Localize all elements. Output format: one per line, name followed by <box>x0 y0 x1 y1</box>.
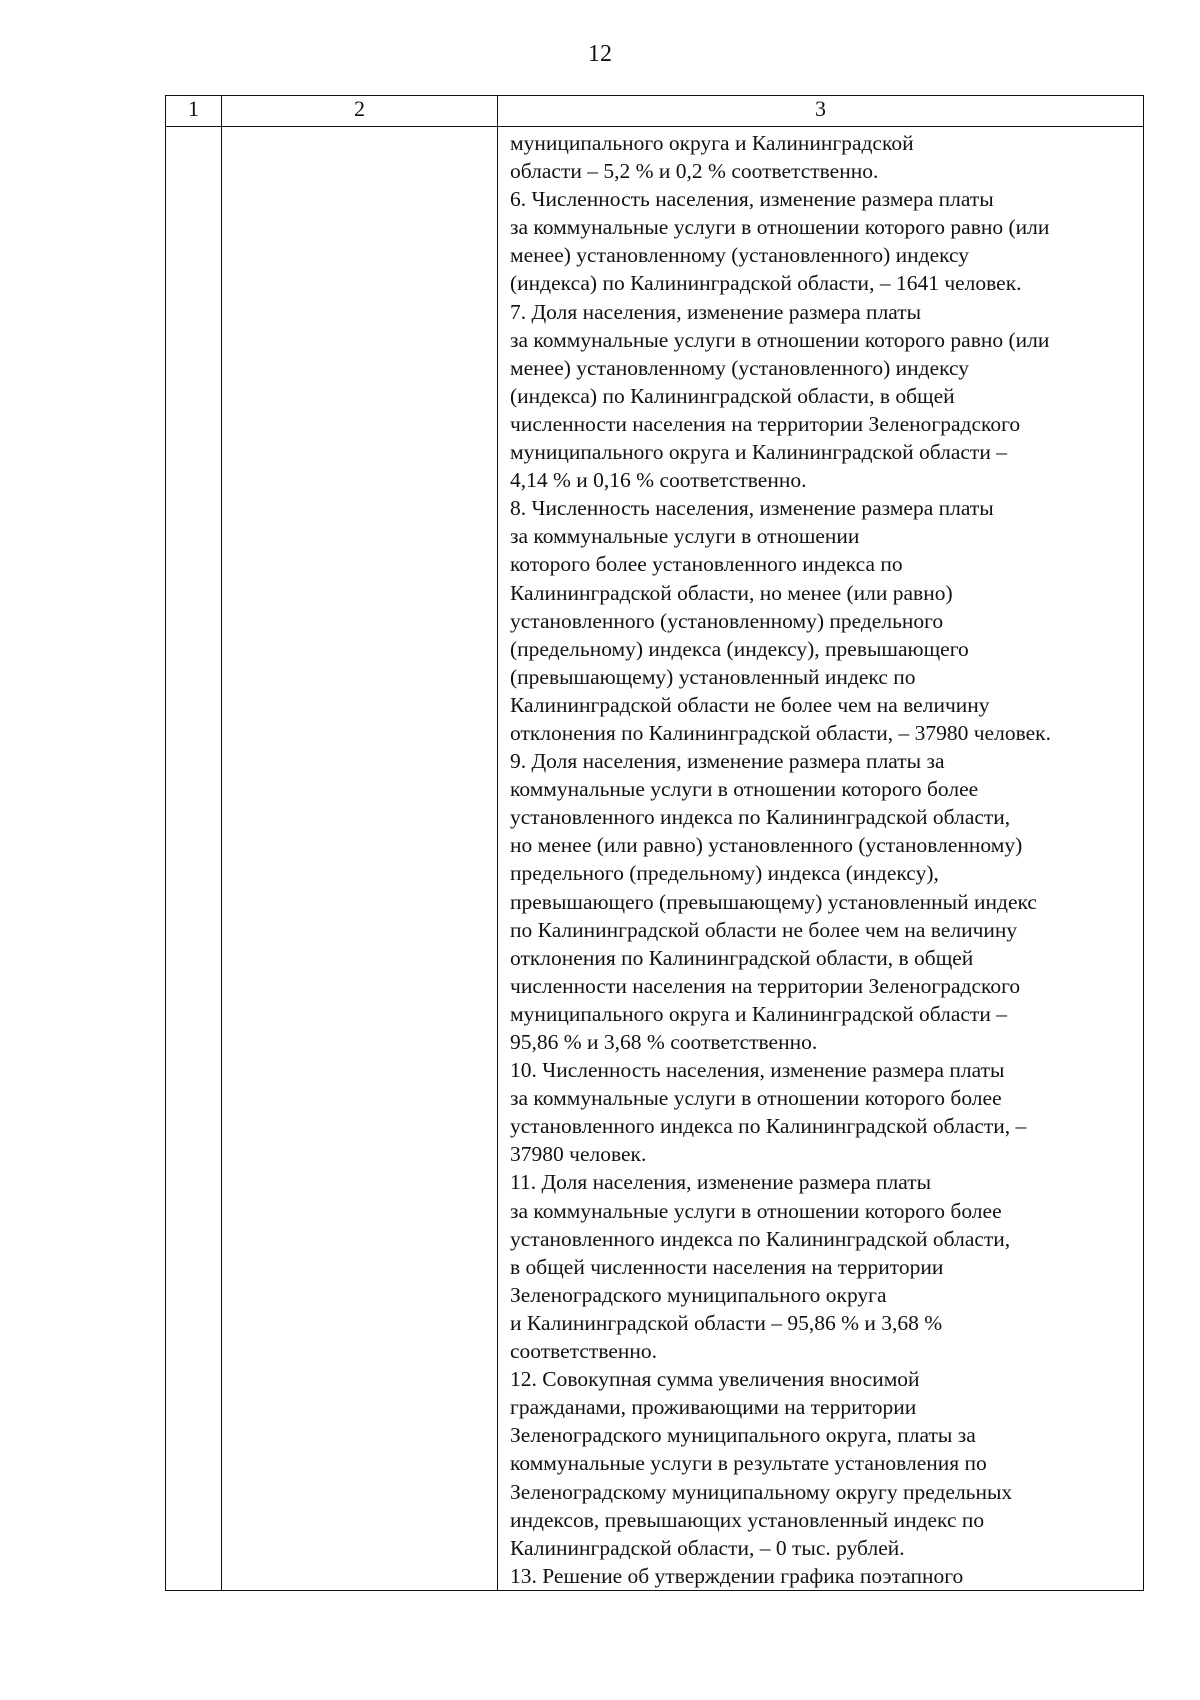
text-line: 13. Решение об утверждении графика поэтапного <box>510 1563 964 1588</box>
content-table <box>165 95 1144 1591</box>
column-2-cell <box>222 127 498 1591</box>
text-line: по Калининградской области не более чем на величину <box>510 917 1018 942</box>
text-line: предельного (предельному) индекса (индексу), <box>510 861 939 886</box>
text-line: (индекса) по Калининградской области, – 1641 человек. <box>510 271 1022 296</box>
text-line: коммунальные услуги в результате установления по <box>510 1451 987 1476</box>
text-line: в общей численности населения на территории <box>510 1254 944 1279</box>
text-line: соответственно. <box>510 1339 658 1364</box>
text-line: (превышающему) установленный индекс по <box>510 664 916 689</box>
text-line: 10. Численность населения, изменение размера платы <box>510 1058 1005 1083</box>
text-line: индексов, превышающих установленный индекс по <box>510 1507 985 1532</box>
text-line: численности населения на территории Зеленоградского <box>510 411 1021 436</box>
text-line: области – 5,2 % и 0,2 % соответственно. <box>510 159 879 184</box>
text-line: отклонения по Калининградской области, в общей <box>510 945 974 970</box>
text-line: Зеленоградскому муниципальному округу предельных <box>510 1479 1013 1504</box>
text-line: Калининградской области не более чем на величину <box>510 692 990 717</box>
text-line: установленного индекса по Калининградской области, <box>510 805 1011 830</box>
text-line: 4,14 % и 0,16 % соответственно. <box>510 468 807 493</box>
text-line: менее) установленному (установленного) индексу <box>510 243 970 268</box>
text-line: муниципального округа и Калининградской области – <box>510 1001 1007 1026</box>
table-row <box>166 127 1144 1591</box>
text-line: коммунальные услуги в отношении которого более <box>510 777 979 802</box>
text-line: муниципального округа и Калининградской области – <box>510 440 1007 465</box>
text-line: 8. Численность населения, изменение размера платы <box>510 496 994 521</box>
text-line: 9. Доля населения, изменение размера платы за <box>510 749 945 774</box>
text-line: менее) установленному (установленного) индексу <box>510 355 970 380</box>
table-header-row <box>166 96 1144 127</box>
text-line: превышающего (превышающему) установленный индекс <box>510 889 1037 914</box>
text-line: 37980 человек. <box>510 1142 647 1167</box>
text-line: численности населения на территории Зеленоградского <box>510 973 1021 998</box>
text-line: за коммунальные услуги в отношении которого равно (или <box>510 215 1050 240</box>
text-line: Калининградской области, но менее (или равно) <box>510 580 953 605</box>
text-line: установленного (установленному) предельного <box>510 608 944 633</box>
column-header-3: 3 <box>498 96 1144 127</box>
text-line: Зеленоградского муниципального округа <box>510 1282 887 1307</box>
text-line: установленного индекса по Калининградской области, – <box>510 1114 1027 1139</box>
column-header-2: 2 <box>222 96 498 127</box>
text-line: за коммунальные услуги в отношении которого равно (или <box>510 327 1050 352</box>
column-3-cell <box>498 127 1144 1591</box>
column-header-1: 1 <box>166 96 222 127</box>
text-line: 6. Численность населения, изменение размера платы <box>510 187 994 212</box>
column-1-cell <box>166 127 222 1591</box>
text-line: 7. Доля населения, изменение размера платы <box>510 299 922 324</box>
text-line: 95,86 % и 3,68 % соответственно. <box>510 1030 818 1054</box>
text-line: Зеленоградского муниципального округа, платы за <box>510 1423 976 1448</box>
text-line: (индекса) по Калининградской области, в общей <box>510 383 955 408</box>
text-line: гражданами, проживающими на территории <box>510 1395 917 1420</box>
text-line: установленного индекса по Калининградской области, <box>510 1226 1011 1251</box>
text-line: но менее (или равно) установленного (установленному) <box>510 833 1023 858</box>
text-line: 12. Совокупная сумма увеличения вносимой <box>510 1367 920 1392</box>
text-line: (предельному) индекса (индексу), превышающего <box>510 636 969 661</box>
text-line: которого более установленного индекса по <box>510 552 903 577</box>
text-line: отклонения по Калининградской области, – 37980 человек. <box>510 720 1051 745</box>
text-line: Калининградской области, – 0 тыс. рублей. <box>510 1535 905 1560</box>
text-line: за коммунальные услуги в отношении которого более <box>510 1198 1002 1223</box>
text-line: муниципального округа и Калининградской <box>510 131 914 155</box>
text-line: и Калининградской области – 95,86 % и 3,68 % <box>510 1310 943 1335</box>
text-line: 11. Доля населения, изменение размера платы <box>510 1170 932 1195</box>
page-number: 12 <box>588 41 612 67</box>
text-line: за коммунальные услуги в отношении <box>510 524 860 549</box>
text-line: за коммунальные услуги в отношении которого более <box>510 1086 1002 1111</box>
